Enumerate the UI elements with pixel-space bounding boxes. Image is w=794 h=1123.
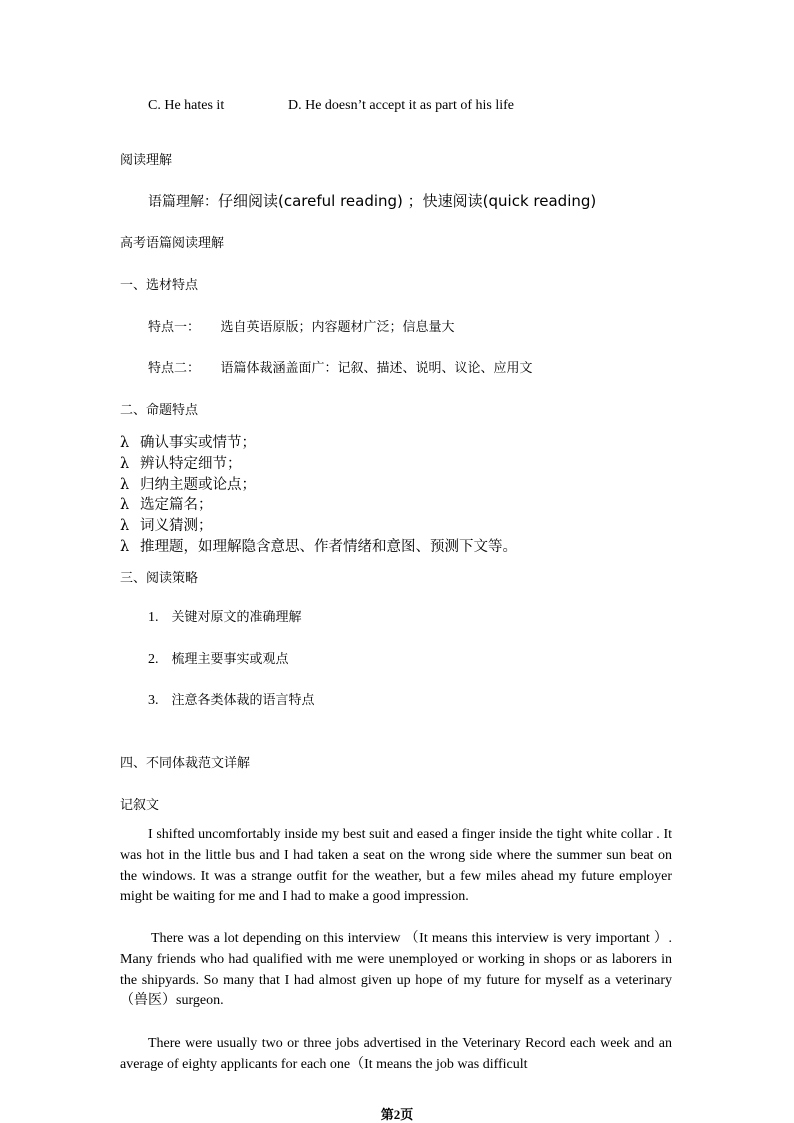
passage-understanding-line [148,190,596,211]
strategy-number: 2. [148,652,159,667]
heading-2: 二、命题特点 [120,402,199,417]
feature-2 [148,357,533,376]
section-heading-reading: 阅读理解 [120,152,173,167]
bullet-marker: λ [120,456,130,472]
bullet-item [120,431,256,452]
heading-4: 四、不同体裁范文详解 [120,755,251,770]
passage-understanding-label: 语篇理解： [148,195,218,210]
heading-3: 三、阅读策略 [120,570,199,585]
strategy-text: 关键对原文的准确理解 [171,609,302,624]
bullet-item [120,514,213,535]
bullet-text: 词义猜测； [140,518,213,534]
strategy-item [148,606,302,626]
bullet-marker: λ [120,539,130,555]
paragraph-1 [120,825,672,908]
page-number: 第2页 [380,1107,414,1122]
feature-1-label: 特点一： [148,319,201,334]
bullet-text: 推理题，如理解隐含意思、作者情绪和意图、预测下文等。 [140,539,517,555]
feature-2-label: 特点二： [148,360,201,375]
bullet-item [120,473,256,494]
strategy-item [148,648,289,668]
feature-2-text: 语篇体裁涵盖面广：记叙、描述、说明、议论、应用文 [220,360,533,375]
feature-1-text: 选自英语原版；内容题材广泛；信息量大 [220,319,455,334]
feature-1 [148,316,455,335]
bullet-marker: λ [120,518,130,534]
bullet-marker: λ [120,497,130,513]
passage-understanding-text: 仔细阅读(careful reading) ；快速阅读(quick reading) [218,192,597,210]
strategy-number: 1. [148,610,159,625]
gaokao-title: 高考语篇阅读理解 [120,235,225,250]
strategy-item [148,689,315,709]
heading-1: 一、选材特点 [120,277,199,292]
strategy-text: 注意各类体裁的语言特点 [171,692,315,707]
bullet-item [120,493,213,514]
option-c: C. He hates it [148,98,225,113]
strategy-number: 3. [148,693,159,708]
bullet-text: 确认事实或情节； [140,435,256,451]
option-d: D. He doesn’t accept it as part of his life [288,98,515,113]
bullet-text: 辨认特定细节； [140,456,242,472]
bullet-item [120,535,517,556]
strategy-text: 梳理主要事实或观点 [171,651,289,666]
narrative-label: 记叙文 [120,797,160,812]
bullet-text: 归纳主题或论点； [140,477,256,493]
bullet-text: 选定篇名； [140,497,213,513]
paragraph-3 [120,1034,672,1076]
paragraph-3-text: There were usually two or three jobs advertised in the Veterinary Record each week and an average of eighty applicants for each one（It means the job was difficult [120,1036,672,1072]
bullet-marker: λ [120,435,130,451]
bullet-item [120,452,242,473]
paragraph-1-text: I shifted uncomfortably inside my best suit and eased a finger inside the tight white collar . It was hot in the little bus and I had taken a seat on the wrong side where the summer sun beat on the windows. It was a strange outfit for the weather, but a few miles ahead my future employer might be waiting for me and I had to make a good impression. [120,827,672,905]
bullet-marker: λ [120,477,130,493]
paragraph-2-text: There was a lot depending on this interview （It means this interview is very important ）. Many friends who had qualified with me were unemployed or working in shops or as laborers in the shipyards. So many that I had almost given up hope of my future for myself as a veterinary （兽医）surgeon. [120,931,672,1009]
paragraph-2 [120,929,672,1012]
